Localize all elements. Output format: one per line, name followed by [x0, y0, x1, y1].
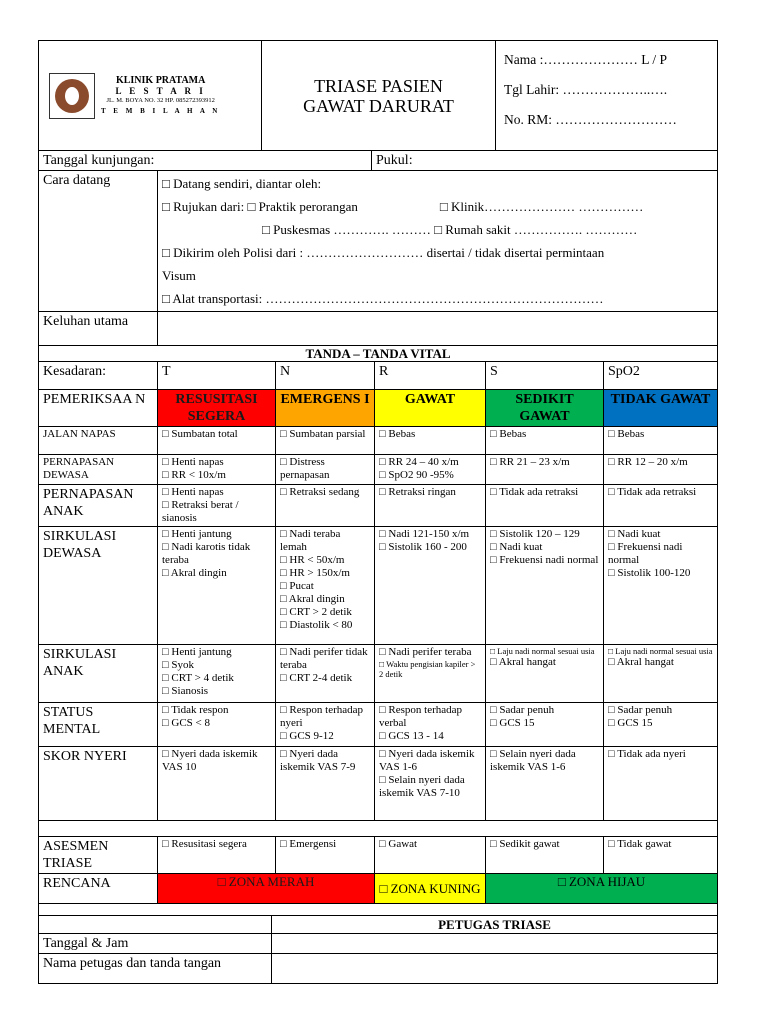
officer-table	[38, 915, 718, 984]
criteria-cell[interactable]	[375, 645, 486, 703]
criteria-cell[interactable]: □ RR 24 – 40 x/m □ SpO2 90 -95%	[375, 455, 486, 485]
asesmen-tidak-gawat[interactable]: □ Tidak gawat	[604, 837, 718, 874]
officer-blank	[39, 916, 272, 934]
spacer-row	[39, 904, 718, 916]
criteria-cell[interactable]: □ Distress pernapasan	[276, 455, 375, 485]
spacer-cell	[39, 904, 718, 916]
criteria-cell[interactable]: □ Bebas	[486, 427, 604, 455]
visit-date-field[interactable]: Tanggal kunjungan:	[39, 151, 372, 171]
criteria-cell[interactable]: □ Sistolik 120 – 129 □ Nadi kuat □ Frekuensi nadi normal	[486, 527, 604, 645]
criteria-cell[interactable]: □ Henti napas □ RR < 10x/m	[158, 455, 276, 485]
vital-heading: TANDA – TANDA VITAL	[39, 346, 718, 362]
criteria-cell[interactable]: □ Retraksi sedang	[276, 485, 375, 527]
clinic-sub: L E S T A R I	[115, 85, 206, 96]
criteria-cell[interactable]: □ RR 21 – 23 x/m	[486, 455, 604, 485]
criteria-cell[interactable]: □ Selain nyeri dada iskemik VAS 1-6	[486, 747, 604, 821]
cat-resusitasi: RESUSITASI SEGERA	[158, 390, 276, 427]
rencana-label: RENCANA	[39, 874, 158, 904]
criteria-cell[interactable]	[486, 645, 604, 703]
criteria-item[interactable]: □ Nadi perifer teraba	[379, 646, 472, 658]
patient-name-field[interactable]: Nama :………………… L / P	[504, 52, 667, 67]
row-label: SKOR NYERI	[39, 747, 158, 821]
criteria-item[interactable]: □ Akral hangat	[490, 656, 556, 668]
criteria-cell[interactable]: □ Nyeri dada iskemik VAS 1-6 □ Selain nyeri dada iskemik VAS 7-10	[375, 747, 486, 821]
patient-rm-field[interactable]: No. RM: ………………………	[504, 112, 677, 127]
complaint-label: Keluhan utama	[39, 312, 158, 346]
criteria-cell[interactable]: □ Henti napas □ Retraksi berat / sianosis	[158, 485, 276, 527]
criteria-cell[interactable]: □ Tidak respon □ GCS < 8	[158, 703, 276, 747]
vital-t[interactable]: T	[158, 362, 276, 390]
criteria-cell[interactable]: □ Tidak ada retraksi	[486, 485, 604, 527]
vital-s[interactable]: S	[486, 362, 604, 390]
row-label: SIRKULASI DEWASA	[39, 527, 158, 645]
criteria-cell[interactable]: □ Sumbatan parsial	[276, 427, 375, 455]
arrival-visum: Visum	[162, 268, 196, 283]
clinic-address: JL. M. BOYA NO. 32 HP. 085272393912	[106, 96, 215, 104]
clinic-city: T E M B I L A H A N	[101, 106, 221, 115]
triage-grid	[38, 345, 718, 916]
asesmen-row	[39, 837, 718, 874]
patient-dob-field[interactable]: Tgl Lahir: ………………..….	[504, 82, 668, 97]
criteria-item[interactable]: □ Akral hangat	[608, 656, 674, 668]
criteria-cell[interactable]: □ Henti jantung □ Nadi karotis tidak teraba □ Akral dingin	[158, 527, 276, 645]
cat-sedikit-gawat: SEDIKIT GAWAT	[486, 390, 604, 427]
criteria-cell[interactable]: □ Tidak ada nyeri	[604, 747, 718, 821]
row-label: PERNAPASAN DEWASA	[39, 455, 158, 485]
row-label: PERNAPASAN ANAK	[39, 485, 158, 527]
criteria-cell[interactable]: □ RR 12 – 20 x/m	[604, 455, 718, 485]
arrival-puskesmas-row	[162, 218, 713, 241]
officer-heading: PETUGAS TRIASE	[272, 916, 718, 934]
title-line1: TRIASE PASIEN	[314, 75, 443, 96]
table-row	[39, 747, 718, 821]
criteria-cell[interactable]: □ Henti jantung □ Syok □ CRT > 4 detik □ Sianosis	[158, 645, 276, 703]
clinic-info	[101, 76, 220, 116]
criteria-cell[interactable]: □ Retraksi ringan	[375, 485, 486, 527]
criteria-item[interactable]: □ Laju nadi normal sesuai usia	[490, 646, 595, 656]
criteria-cell[interactable]: □ Sadar penuh □ GCS 15	[486, 703, 604, 747]
zone-green-option[interactable]: □ ZONA HIJAU	[486, 874, 718, 904]
row-label: STATUS MENTAL	[39, 703, 158, 747]
zone-red-option[interactable]: □ ZONA MERAH	[158, 874, 375, 904]
criteria-item[interactable]: □ Waktu pengisian kapiler > 2 detik	[379, 659, 476, 679]
asesmen-label: ASESMEN TRIASE	[39, 837, 158, 874]
arrival-self[interactable]: □ Datang sendiri, diantar oleh:	[162, 176, 322, 191]
patient-id-cell	[496, 41, 718, 151]
asesmen-emergensi[interactable]: □ Emergensi	[276, 837, 375, 874]
table-row	[39, 427, 718, 455]
clinic-cell	[39, 41, 262, 151]
complaint-field[interactable]	[158, 312, 718, 346]
kesadaran-label: Kesadaran:	[39, 362, 158, 390]
asesmen-resusitasi[interactable]: □ Resusitasi segera	[158, 837, 276, 874]
criteria-cell[interactable]: □ Nadi perifer tidak teraba □ CRT 2-4 detik	[276, 645, 375, 703]
criteria-cell[interactable]: □ Nadi kuat □ Frekuensi nadi normal □ Sistolik 100-120	[604, 527, 718, 645]
criteria-cell[interactable]	[604, 645, 718, 703]
arrival-clinic[interactable]: □ Klinik………………… ……………	[439, 199, 644, 214]
criteria-cell[interactable]: □ Nyeri dada iskemik VAS 10	[158, 747, 276, 821]
vital-r[interactable]: R	[375, 362, 486, 390]
triage-form	[38, 40, 717, 984]
table-row	[39, 527, 718, 645]
criteria-cell[interactable]: □ Respon terhadap nyeri □ GCS 9-12	[276, 703, 375, 747]
arrival-hospital[interactable]: □ Rumah sakit ……………. …………	[434, 222, 638, 237]
criteria-cell[interactable]: □ Tidak ada retraksi	[604, 485, 718, 527]
criteria-cell[interactable]: □ Bebas	[375, 427, 486, 455]
form-title	[262, 41, 496, 151]
cat-emergensi: EMERGENS I	[276, 390, 375, 427]
table-row	[39, 645, 718, 703]
criteria-cell[interactable]: □ Respon terhadap verbal □ GCS 13 - 14	[375, 703, 486, 747]
asesmen-gawat[interactable]: □ Gawat	[375, 837, 486, 874]
spacer-cell	[39, 821, 718, 837]
title-line2: GAWAT DARURAT	[303, 95, 454, 116]
officer-datetime-field[interactable]	[272, 934, 718, 954]
pemeriksaan-label: PEMERIKSAA N	[39, 390, 158, 427]
row-label: JALAN NAPAS	[39, 427, 158, 455]
row-label: SIRKULASI ANAK	[39, 645, 158, 703]
clinic-name: KLINIK PRATAMA	[115, 74, 206, 86]
arrival-police[interactable]: □ Dikirim oleh Polisi dari : ……………………… disertai / tidak disertai permintaan	[162, 245, 605, 260]
asesmen-sedikit-gawat[interactable]: □ Sedikit gawat	[486, 837, 604, 874]
officer-name-label: Nama petugas dan tanda tangan	[39, 954, 272, 984]
cat-gawat: GAWAT	[375, 390, 486, 427]
arrival-transport[interactable]: □ Alat transportasi: ……………………………………………………………………	[162, 291, 604, 306]
criteria-cell[interactable]: □ Sumbatan total	[158, 427, 276, 455]
visit-time-field[interactable]: Pukul:	[372, 151, 718, 171]
arrival-referral-row	[162, 195, 713, 218]
vital-n[interactable]: N	[276, 362, 375, 390]
form-header	[38, 40, 718, 151]
rencana-row	[39, 874, 718, 904]
arrival-puskesmas[interactable]: □ Puskesmas …………. ………	[262, 222, 431, 237]
vital-spo2[interactable]: SpO2	[604, 362, 718, 390]
officer-datetime-label: Tanggal & Jam	[39, 934, 272, 954]
spacer-row	[39, 821, 718, 837]
criteria-cell[interactable]: □ Nyeri dada iskemik VAS 7-9	[276, 747, 375, 821]
table-row	[39, 455, 718, 485]
officer-signature-field[interactable]	[272, 954, 718, 984]
criteria-cell[interactable]: □ Nadi 121-150 x/m □ Sistolik 160 - 200	[375, 527, 486, 645]
zone-yellow-option[interactable]: □ ZONA KUNING	[375, 874, 486, 904]
visit-table	[38, 150, 718, 346]
table-row	[39, 703, 718, 747]
cat-tidak-gawat: TIDAK GAWAT	[604, 390, 718, 427]
clinic-logo-icon	[49, 73, 95, 119]
arrival-options	[158, 171, 718, 312]
criteria-item[interactable]: □ Laju nadi normal sesuai usia	[608, 646, 713, 656]
arrival-label: Cara datang	[39, 171, 158, 312]
criteria-cell[interactable]: □ Sadar penuh □ GCS 15	[604, 703, 718, 747]
arrival-referral[interactable]: □ Rujukan dari: □ Praktik perorangan	[162, 199, 358, 214]
criteria-cell[interactable]: □ Nadi teraba lemah □ HR < 50x/m □ HR > 150x/m □ Pucat □ Akral dingin □ CRT > 2 detik □ Diastolik < 80	[276, 527, 375, 645]
table-row	[39, 485, 718, 527]
criteria-cell[interactable]: □ Bebas	[604, 427, 718, 455]
